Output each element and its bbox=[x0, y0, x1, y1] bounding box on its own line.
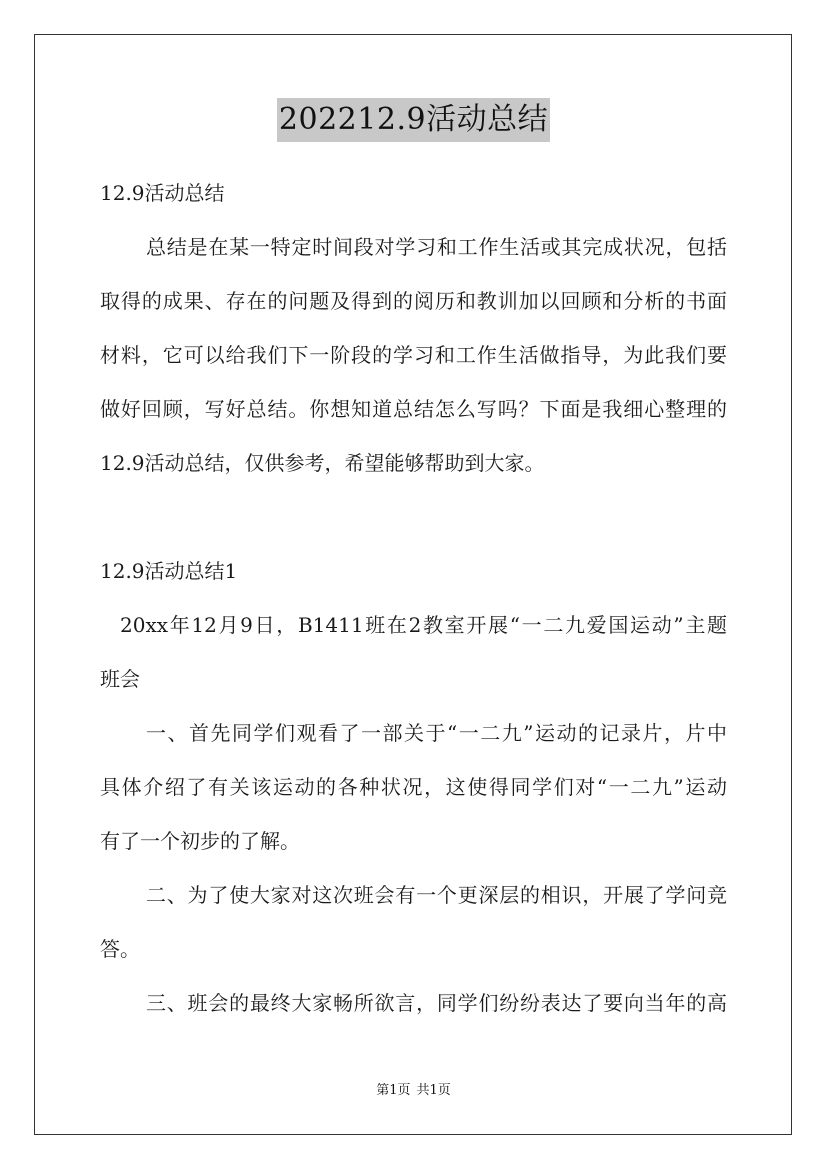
section-line: 班会 bbox=[100, 667, 140, 691]
section-heading: 12.9活动总结1 bbox=[100, 559, 238, 583]
section-line: 一、首先同学们观看了一部关于“一二九”运动的记录片，片中 bbox=[146, 721, 727, 745]
section-line: 有了一个初步的了解。 bbox=[100, 829, 300, 853]
title-container bbox=[0, 98, 827, 142]
page-number: 第1页 bbox=[376, 1083, 411, 1098]
page-footer bbox=[0, 1082, 827, 1100]
document-subtitle: 12.9活动总结 bbox=[100, 181, 225, 205]
section-line: 具体介绍了有关该运动的各种状况，这使得同学们对“一二九”运动 bbox=[100, 775, 727, 799]
intro-line: 取得的成果、存在的问题及得到的阅历和教训加以回顾和分析的书面 bbox=[100, 289, 727, 313]
intro-line: 做好回顾，写好总结。你想知道总结怎么写吗？下面是我细心整理的 bbox=[100, 397, 727, 421]
intro-line: 12.9活动总结，仅供参考，希望能够帮助到大家。 bbox=[100, 451, 545, 475]
section-line: 20xx年12月9日，B1411班在2教室开展“一二九爱国运动”主题 bbox=[120, 613, 727, 637]
intro-line: 总结是在某一特定时间段对学习和工作生活或其完成状况，包括 bbox=[146, 235, 727, 259]
section-line: 答。 bbox=[100, 937, 140, 961]
section-line: 三、班会的最终大家畅所欲言，同学们纷纷表达了要向当年的高 bbox=[146, 991, 727, 1015]
document-title: 202212.9活动总结 bbox=[277, 98, 550, 142]
intro-line: 材料，它可以给我们下一阶段的学习和工作生活做指导，为此我们要 bbox=[100, 343, 727, 367]
section-line: 二、为了使大家对这次班会有一个更深层的相识，开展了学问竞 bbox=[146, 883, 727, 907]
page-total: 共1页 bbox=[416, 1083, 451, 1098]
